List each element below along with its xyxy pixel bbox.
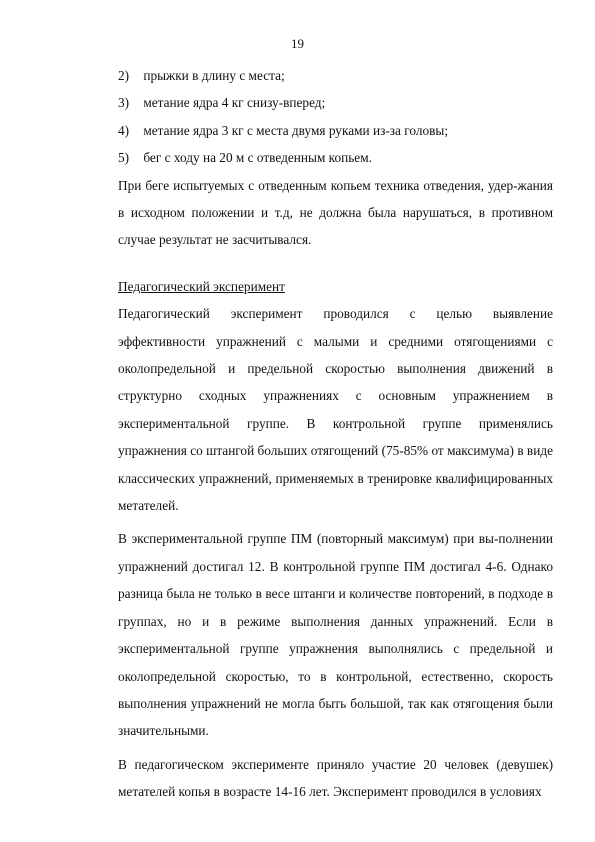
list-item-text: метание ядра 4 кг снизу-вперед;	[143, 95, 326, 111]
numbered-list	[118, 62, 553, 172]
page-content	[118, 62, 553, 806]
list-item-number: 2)	[118, 68, 130, 83]
page-number: 19	[291, 36, 304, 51]
list-item-text: метание ядра 3 кг с места двумя руками из-за головы;	[143, 122, 449, 138]
paragraph-testing-technique: При беге испытуемых с отведенным копьем техника отведения, удер-жания в исходном положении и т.д, не должна была нарушаться, в противном случае результат не засчитывался.	[118, 177, 553, 248]
list-item	[118, 62, 553, 89]
list-item	[118, 117, 553, 144]
list-item	[118, 89, 553, 116]
list-item-text: прыжки в длину с места;	[143, 68, 285, 83]
paragraph-participants: В педагогическом эксперименте приняло участие 20 человек (девушек) метателей копья в возрасте 14-16 лет. Эксперимент проводился в условиях	[118, 756, 553, 800]
list-item-text: бег с ходу на 20 м с отведенным копьем.	[143, 150, 372, 166]
list-item-number: 5)	[118, 150, 130, 166]
section-spacer	[118, 254, 553, 273]
list-item-number: 3)	[118, 95, 130, 111]
paragraph-experiment-goal: Педагогический эксперимент проводился с целью выявление эффективности упражнений с малыми и средними отягощениями с околопредельной и предельной скоростью выполнения движений в структурно сходных упражнениях с основным упражнением в экспериментальной группе. В контрольной группе применялись упражнения со штангой больших отягощений (75-85% от максимума) в виде классических упражнений, применяемых в тренировке квалифицированных метателей.	[118, 306, 553, 514]
paragraph-groups-comparison: В экспериментальной группе ПМ (повторный максимум) при вы-полнении упражнений достигал 12. В контрольной группе ПМ достигал 4-6. Однако разница была не только в весе штанги и количестве повторений, в подходе в группах, но и в режиме выполнения данных упражнений. Если в экспериментальной группе упражнения выполнялись с предельной и околопредельной скоростью, то в контрольной, естественно, скорость выполнения упражнений не могла быть большой, так как отягощения были значительными.	[118, 531, 553, 739]
section-heading: Педагогический эксперимент	[118, 278, 285, 294]
list-item-number: 4)	[118, 122, 130, 138]
list-item	[118, 144, 553, 171]
section-heading-wrapper	[118, 273, 553, 300]
